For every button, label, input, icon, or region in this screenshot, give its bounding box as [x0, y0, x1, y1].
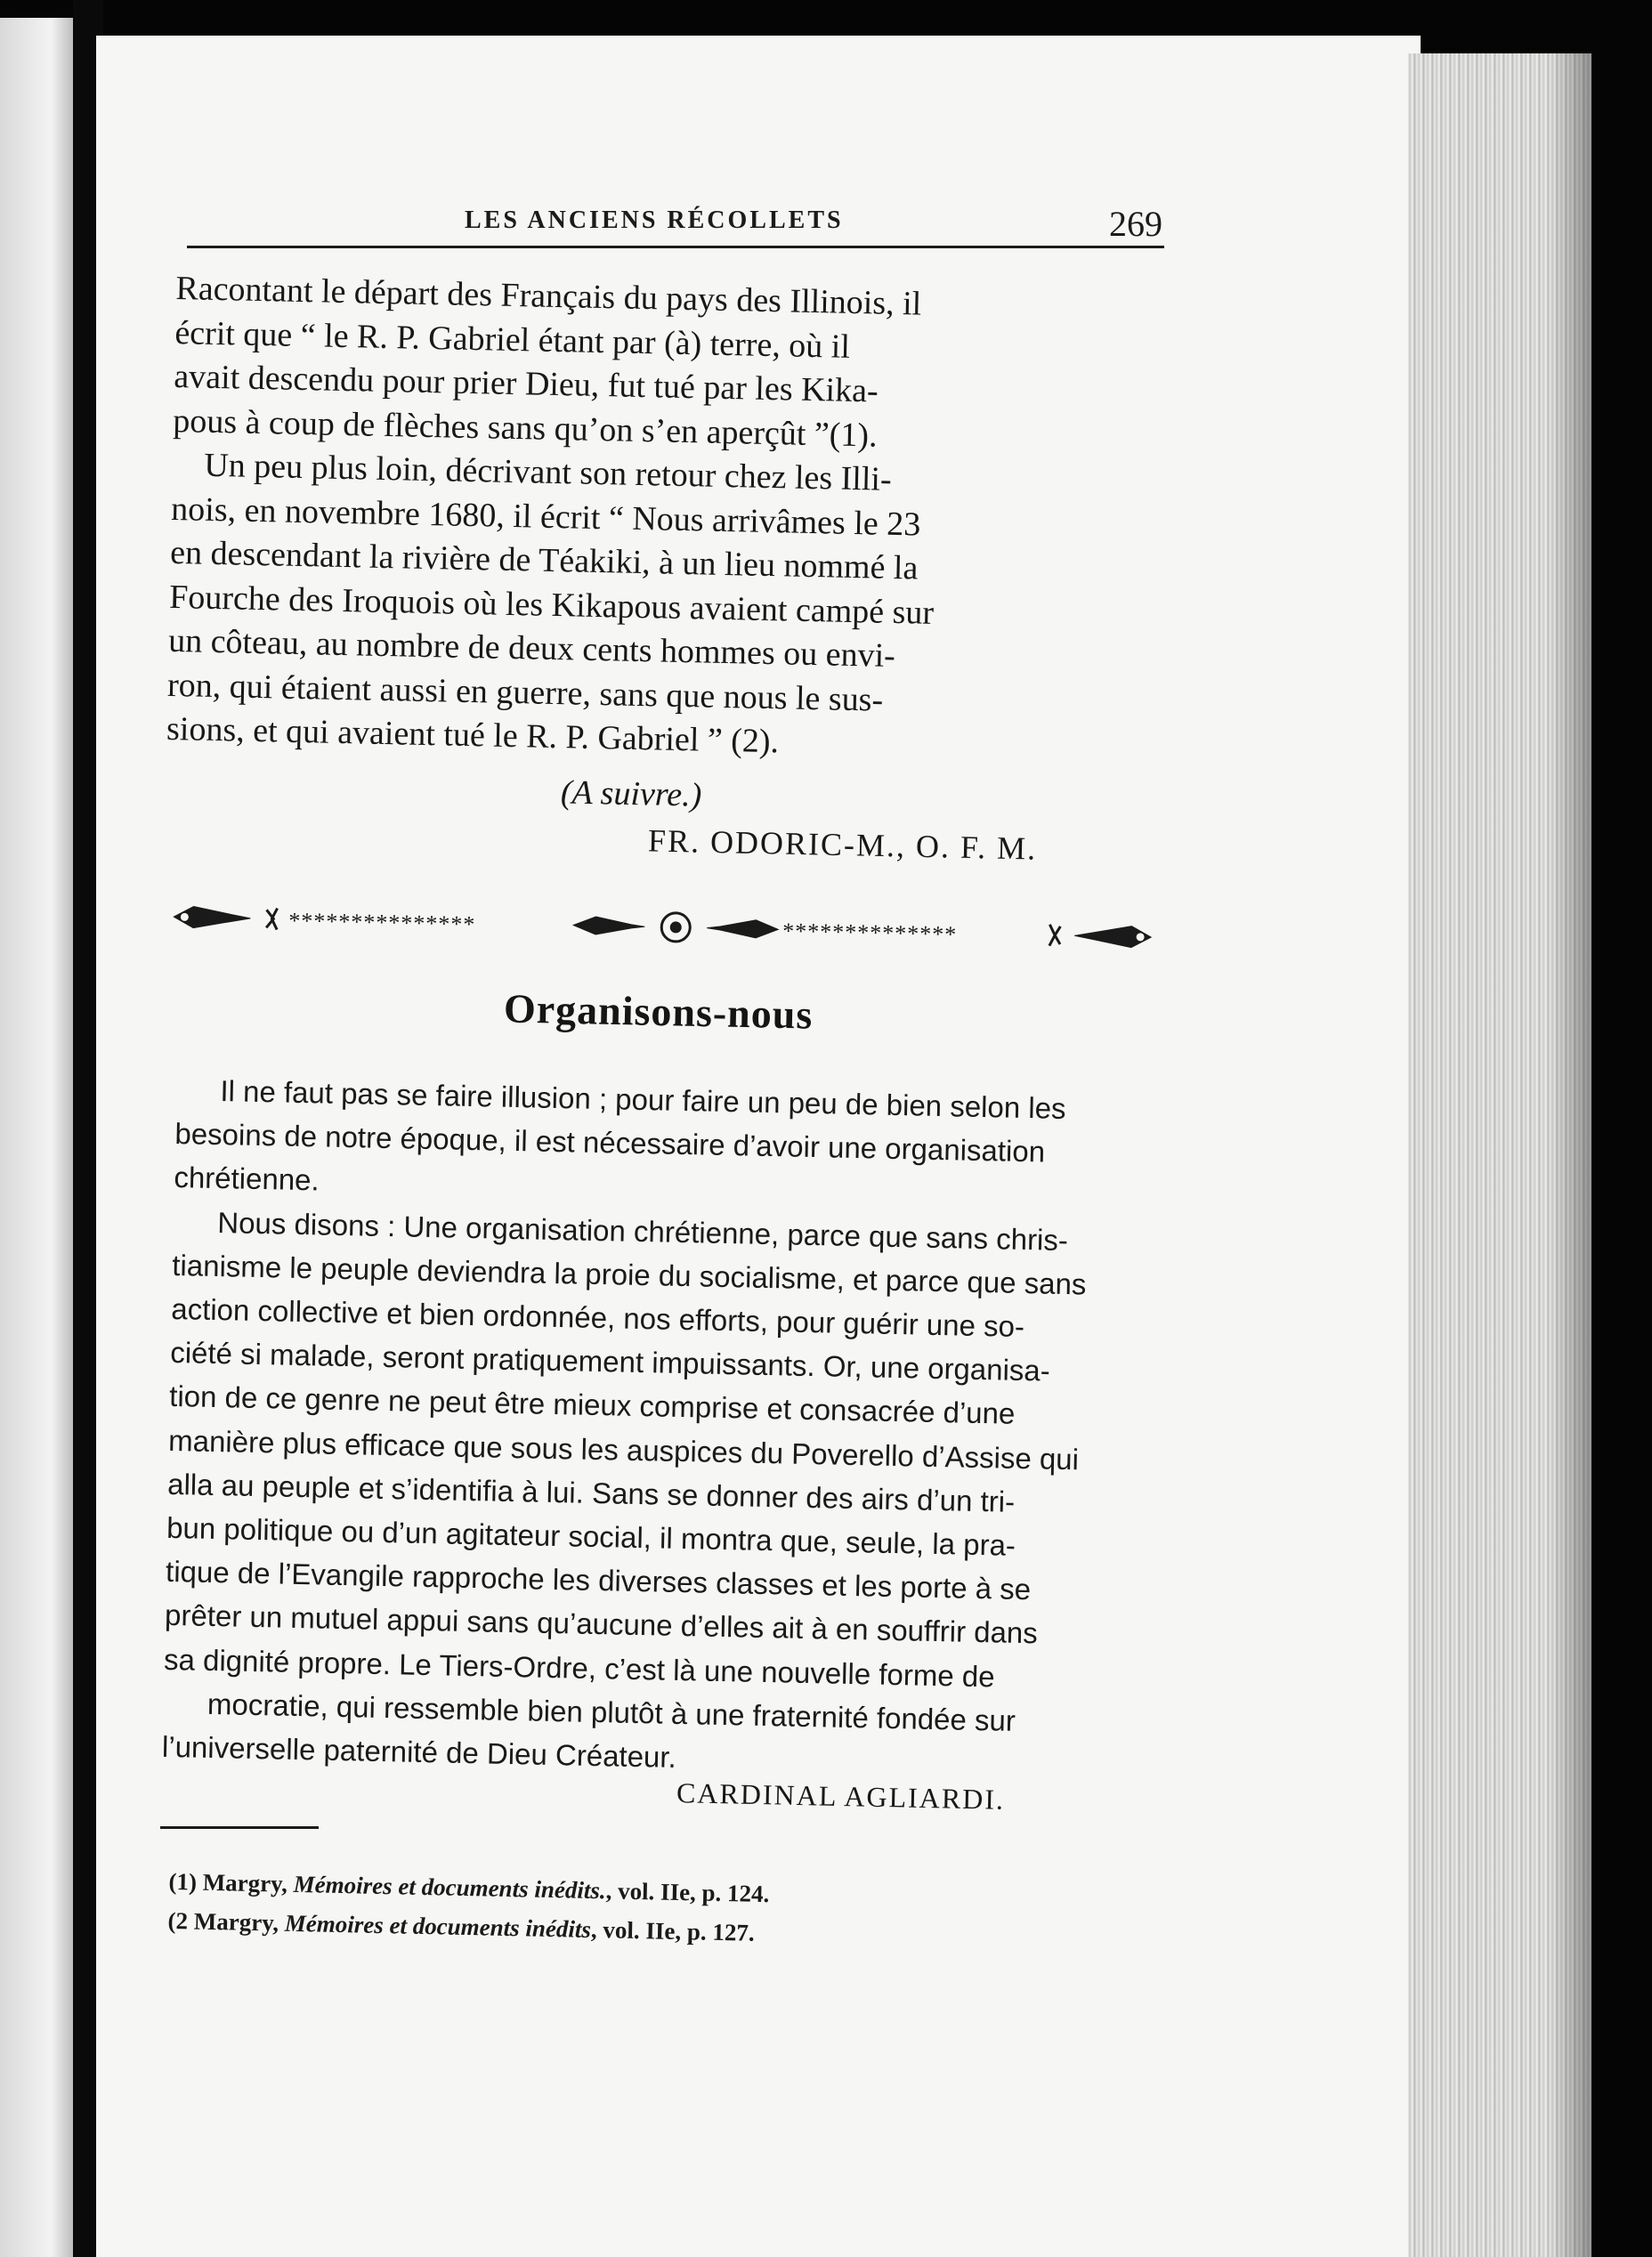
text-line: Fourche des Iroquois où les Kikapous avaient campé sur: [168, 578, 935, 632]
footnotes: [167, 1862, 770, 1953]
footnote-title: Mémoires et documents inédits.: [293, 1870, 606, 1905]
footnote-marker: (1): [168, 1867, 198, 1896]
text-line: un côteau, au nombre de deux cents hommes ou envi-: [167, 621, 896, 675]
text-line: nois, en novembre 1680, il écrit “ Nous arrivâmes le 23: [170, 489, 921, 544]
svg-text:***************: ***************: [288, 907, 476, 938]
footnote-ref: , vol. IIe, p. 127.: [590, 1915, 756, 1946]
text-line: pous à coup de flèches sans qu’on s’en aperçût ”(1).: [172, 401, 879, 455]
footnote-author: Margry,: [202, 1868, 288, 1897]
footnote-rule: [160, 1826, 319, 1829]
text-line: tianisme le peuple deviendra la proie du socialisme, et parce que sans: [171, 1248, 1087, 1301]
text-line: écrit que “ le R. P. Gabriel étant par (à) terre, où il: [174, 313, 851, 366]
footnote-ref: , vol. IIe, p. 124.: [605, 1877, 770, 1908]
text-line: Un peu plus loin, décrivant son retour chez les Illi-: [203, 446, 893, 498]
article1-author: FR. ODORIC-M., O. F. M.: [647, 822, 1038, 867]
footnote-title: Mémoires et documents inédits: [284, 1909, 592, 1943]
running-title: LES ANCIENS RÉCOLLETS: [465, 206, 844, 234]
text-line: en descendant la rivière de Téakiki, à un lieu nommé la: [169, 533, 919, 587]
text-line: bun politique ou d’un agitateur social, il montra que, seule, la pra-: [166, 1510, 1016, 1562]
article2-author: CARDINAL AGLIARDI.: [676, 1776, 1006, 1816]
text-line: l’universelle paternité de Dieu Créateur.: [161, 1729, 677, 1774]
article2-title: Organisons-nous: [503, 985, 814, 1038]
left-page-edge: [0, 18, 73, 2257]
svg-text:**************: **************: [781, 918, 958, 948]
text-line: tique de l’Evangile rapproche les diverses classes et les porte à se: [165, 1555, 1032, 1606]
text-line: manière plus efficace que sous les auspices du Poverello d’Assise qui: [167, 1423, 1080, 1476]
text-line: Il ne faut pas se faire illusion ; pour faire un peu de bien selon les: [220, 1074, 1066, 1125]
article2-body: [162, 1068, 1161, 1789]
text-line: prêter un mutuel appui sans qu’aucune d’elles ait à en souffrir dans: [164, 1598, 1039, 1650]
text-line: sions, et qui avaient tué le R. P. Gabriel ” (2).: [166, 709, 780, 761]
text-line: besoins de notre époque, il est nécessaire d’avoir une organisation: [174, 1117, 1046, 1169]
text-line: alla au peuple et s’identifia à lui. Sans se donner des airs d’un tri-: [166, 1467, 1016, 1518]
text-line: mocratie, qui ressemble bien plutôt à une fraternité fondée sur: [206, 1687, 1016, 1737]
article1-body: [166, 267, 1161, 773]
text-line: chrétienne.: [174, 1161, 320, 1197]
text-line: ciété si malade, seront pratiquement impuissants. Or, une organisa-: [169, 1336, 1051, 1387]
to-be-continued-note: (A suivre.): [560, 773, 702, 814]
text-line: Racontant le départ des Français du pays des Illinois, il: [175, 269, 922, 323]
text-line: action collective et bien ordonnée, nos efforts, pour guérir une so-: [170, 1291, 1025, 1344]
text-line: ron, qui étaient aussi en guerre, sans que nous le sus-: [166, 666, 884, 719]
footnote-author: Margry,: [193, 1907, 279, 1937]
text-line: Nous disons : Une organisation chrétienne, parce que sans chris-: [216, 1205, 1069, 1257]
fore-edge-shadow: [1549, 53, 1591, 2257]
text-line: tion de ce genre ne peut être mieux comprise et consacrée d’une: [168, 1379, 1016, 1431]
page-number: 269: [1109, 204, 1162, 244]
text-line: sa dignité propre. Le Tiers-Ordre, c’est là une nouvelle forme de: [163, 1642, 995, 1694]
footnote-marker: (2: [167, 1906, 189, 1935]
header-rule: [187, 246, 1164, 248]
text-line: avait descendu pour prier Dieu, fut tué par les Kika-: [173, 357, 879, 410]
